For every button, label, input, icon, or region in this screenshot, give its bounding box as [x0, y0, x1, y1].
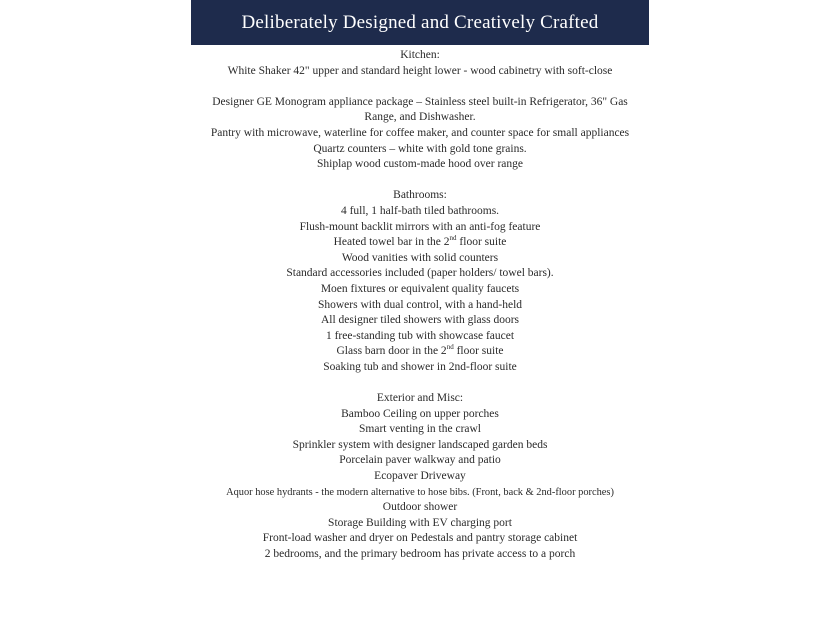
kitchen-item: Shiplap wood custom-made hood over range	[317, 158, 523, 171]
section-heading-exterior: Exterior and Misc:	[376, 392, 464, 405]
spacer	[150, 375, 690, 391]
exterior-item: Aquor hose hydrants - the modern alternative to hose bibs. (Front, back & 2nd-floor porches)	[226, 486, 614, 498]
title-banner	[191, 0, 649, 45]
exterior-item: Storage Building with EV charging port	[328, 516, 512, 529]
exterior-section	[150, 391, 690, 563]
bathroom-item: Wood vanities with solid counters	[341, 251, 499, 264]
exterior-item: Bamboo Ceiling on upper porches	[341, 407, 499, 420]
bathroom-item-text: Glass barn door in the 2	[336, 345, 447, 358]
exterior-item: Sprinkler system with designer landscaped garden beds	[292, 438, 548, 451]
exterior-item: Porcelain paver walkway and patio	[339, 454, 501, 467]
kitchen-item: Designer GE Monogram appliance package – Stainless steel built-in Refrigerator, 36" Gas Range, and Dishwasher.	[212, 95, 628, 124]
ordinal-suffix: nd	[449, 234, 457, 243]
bathroom-item	[150, 235, 690, 251]
page-title: Deliberately Designed and Creatively Crafted	[241, 11, 599, 33]
exterior-item: 2 bedrooms, and the primary bedroom has private access to a porch	[264, 548, 576, 560]
bathroom-item-text: floor suite	[453, 345, 504, 358]
exterior-item: Outdoor shower	[382, 501, 458, 514]
bathroom-item	[150, 344, 690, 360]
section-heading-bathrooms: Bathrooms:	[393, 189, 447, 202]
spacer	[150, 79, 690, 95]
bathrooms-section	[150, 188, 690, 375]
spacer	[150, 173, 690, 189]
bathroom-item: Flush-mount backlit mirrors with an anti-fog feature	[299, 220, 541, 233]
kitchen-item: White Shaker 42" upper and standard height lower - wood cabinetry with soft-close	[227, 64, 613, 77]
bathroom-item: Soaking tub and shower in 2nd-floor suite	[323, 360, 517, 373]
bathroom-item: Standard accessories included (paper holders/ towel bars).	[286, 267, 554, 280]
kitchen-section	[150, 48, 690, 173]
kitchen-item: Quartz counters – white with gold tone grains.	[313, 142, 527, 155]
bathroom-item: Moen fixtures or equivalent quality faucets	[320, 282, 520, 295]
bathroom-item-text: Heated towel bar in the 2	[333, 236, 450, 249]
exterior-item: Smart venting in the crawl	[359, 423, 481, 436]
section-heading-kitchen: Kitchen:	[400, 49, 440, 61]
exterior-item: Front-load washer and dryer on Pedestals and pantry storage cabinet	[262, 532, 578, 545]
bathroom-item-text: floor suite	[456, 236, 507, 249]
ordinal-suffix: nd	[446, 343, 454, 352]
bathroom-item: All designer tiled showers with glass doors	[320, 314, 520, 327]
bathroom-item: Showers with dual control, with a hand-held	[317, 298, 523, 311]
features-list	[150, 48, 690, 563]
exterior-item: Ecopaver Driveway	[374, 470, 466, 483]
bathroom-item: 4 full, 1 half-bath tiled bathrooms.	[340, 204, 500, 217]
kitchen-item: Pantry with microwave, waterline for coffee maker, and counter space for small appliances	[210, 126, 630, 139]
bathroom-item: 1 free-standing tub with showcase faucet	[325, 329, 515, 342]
